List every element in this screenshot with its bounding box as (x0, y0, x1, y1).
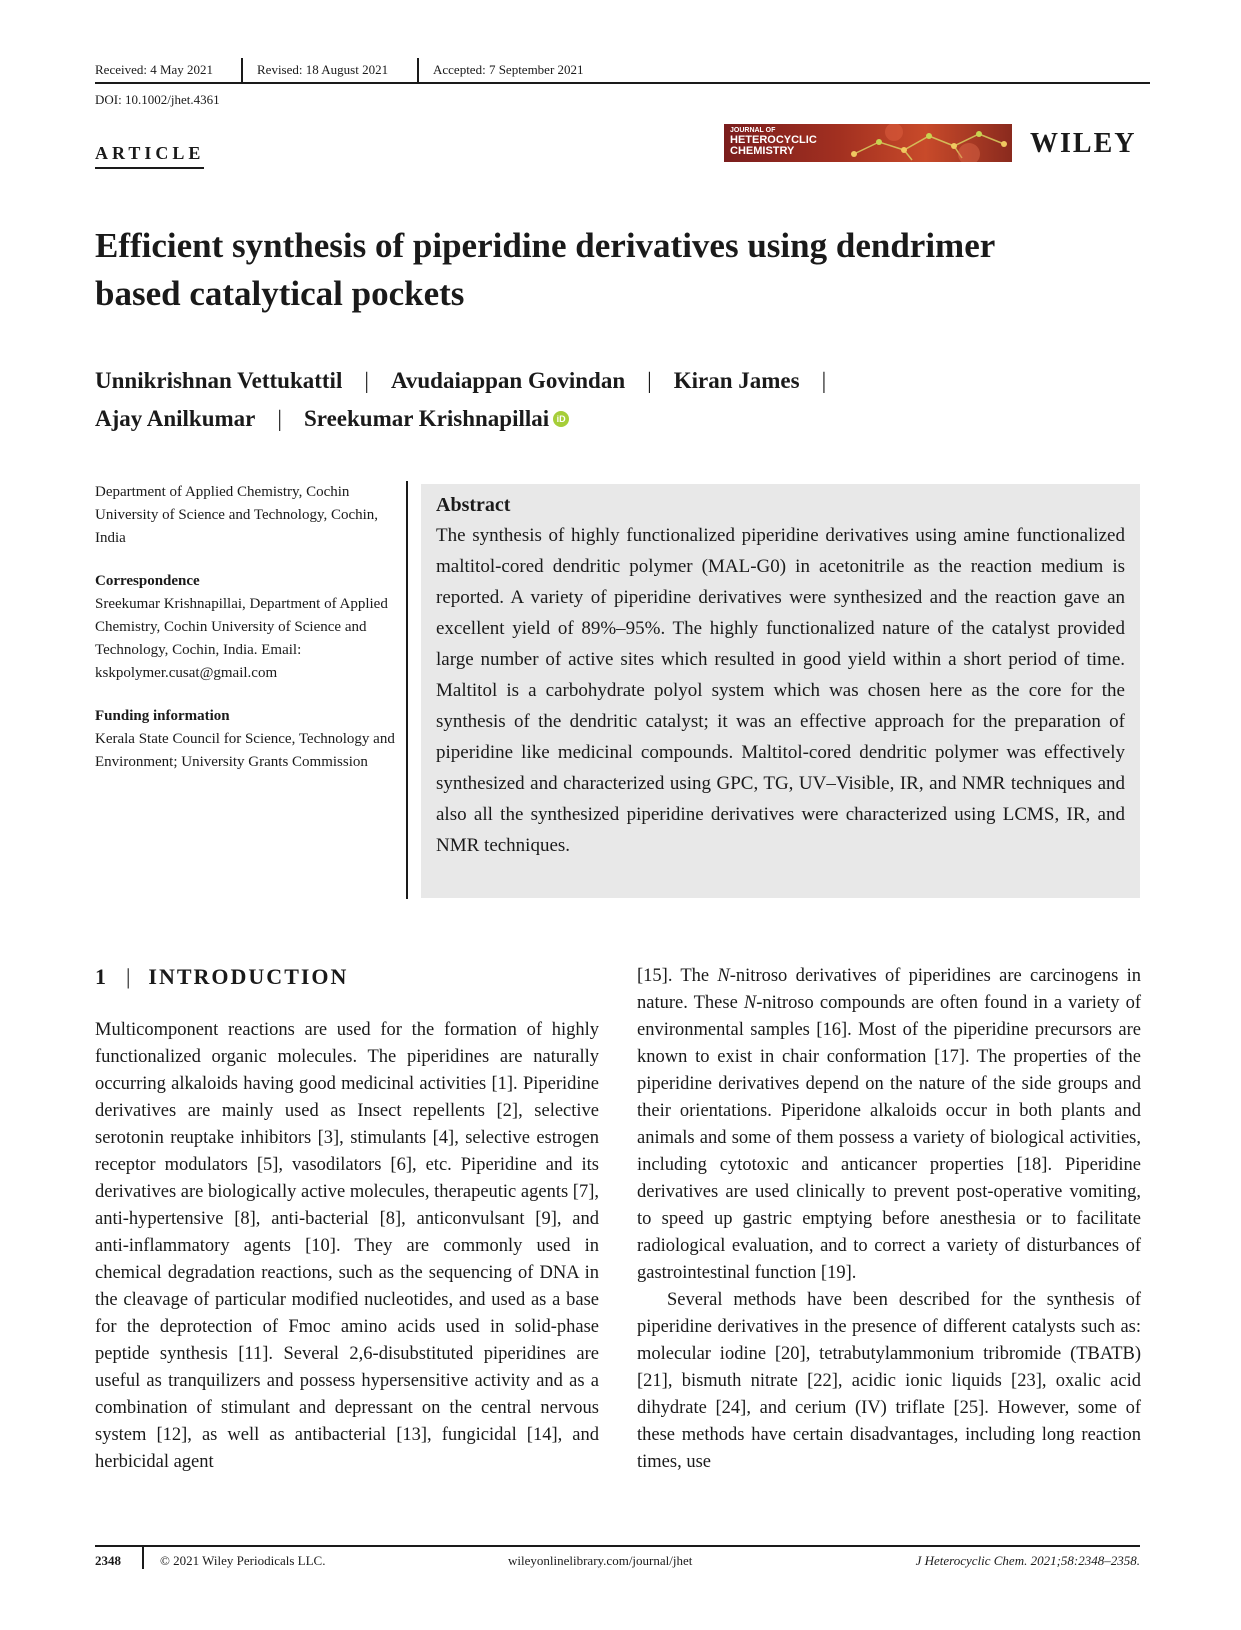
body-paragraph (637, 963, 1141, 1287)
author-separator: | (277, 406, 282, 431)
divider (142, 1547, 144, 1569)
correspondence-block (95, 570, 395, 685)
citation: J Heterocyclic Chem. 2021;58:2348–2358. (915, 1553, 1140, 1568)
article-title: Efficient synthesis of piperidine derivatives using dendrimer based catalytical pockets (95, 226, 995, 313)
journal-logo-line3: CHEMISTRY (730, 145, 795, 157)
author-name[interactable]: Ajay Anilkumar (95, 406, 256, 431)
section-title: INTRODUCTION (148, 964, 349, 989)
article-type-label: ARTICLE (95, 143, 204, 169)
abstract-text: The synthesis of highly functionalized piperidine derivatives using amine functionalized maltitol-cored dendritic polymer (MAL-G0) in acetonitrile as the reaction medium is reported. A variety of piperidine derivatives were synthesized and the reaction gave an excellent yield of 89%–95%. The highly functionalized nature of the catalyst provided large number of active sites which resulted in good yield within a short period of time. Maltitol is a carbohydrate polyol system which was chosen here as the core for the synthesis of the dendritic catalyst; it was an effective approach for the preparation of piperidine like medicinal compounds. Maltitol-cored dendritic polymer was effectively synthesized and characterized using GPC, TG, UV–Visible, IR, and NMR techniques and also all the synthesized piperidine derivatives were characterized using LCMS, IR, and NMR techniques. (436, 525, 1125, 856)
body-column-left (95, 1017, 599, 1476)
doi-link[interactable]: DOI: 10.1002/jhet.4361 (95, 92, 220, 107)
body-column-right (637, 963, 1141, 1476)
received-date: Received: 4 May 2021 (95, 62, 214, 77)
footer-divider (95, 1545, 1140, 1547)
funding-text: Kerala State Council for Science, Technology and Environment; University Grants Commission (95, 731, 395, 770)
revised-date: Revised: 18 August 2021 (257, 62, 389, 77)
abstract-heading: Abstract (436, 494, 511, 516)
italic-text: N (743, 993, 757, 1013)
accepted-date: Accepted: 7 September 2021 (433, 62, 584, 77)
author-separator: | (647, 368, 652, 393)
author-list (95, 362, 1095, 438)
section-heading (95, 964, 348, 990)
orcid-icon[interactable]: iD (553, 411, 569, 427)
author-name[interactable]: Kiran James (673, 368, 800, 393)
italic-text: N (717, 966, 730, 986)
publisher-logo: WILEY (1030, 128, 1137, 159)
text-run: -nitroso compounds are often found in a variety of environmental samples [16]. Most of the piperidine precursors are known to exist in chair conformation [17]. The properties of the piperidine derivatives depend on the nature of the side groups and their orientations. Piperidone alkaloids occur in both plants and animals and some of them possess a variety of biological activities, including cytotoxic and anticancer properties [18]. Piperidine derivatives are used clinically to prevent post-operative vomiting, to speed up gastric emptying before anesthesia or to facilitate radiological evaluation, and to correct a variety of disturbances of gastrointestinal function [19]. (637, 993, 1142, 1283)
author-separator: | (364, 368, 369, 393)
journal-logo-line2: HETEROCYCLIC (730, 134, 817, 146)
journal-url-link[interactable]: wileyonlinelibrary.com/journal/jhet (508, 1553, 693, 1568)
body-paragraph: Several methods have been described for the synthesis of piperidine derivatives in the presence of different catalysts such as: molecular iodine [20], tetrabutylammonium tribromide (TBATB) [21], bismuth nitrate [22], acidic ionic liquids [23], oxalic acid dihydrate [24], and cerium (IV) triflate [25]. However, some of these methods have certain disadvantages, including long reaction times, use (637, 1290, 1141, 1472)
affiliation: Department of Applied Chemistry, Cochin University of Science and Technology, Cochin, India (95, 484, 379, 546)
text-run: -nitroso derivatives of piperidines are carcinogens in nature. These (637, 966, 1141, 1013)
journal-logo (724, 124, 1012, 162)
funding-block (95, 705, 395, 774)
text-run: [15]. The (637, 966, 718, 986)
author-name[interactable]: Sreekumar Krishnapillai (304, 406, 550, 431)
molecule-graphic-icon (834, 124, 1012, 162)
journal-logo-line1: JOURNAL OF (730, 127, 776, 134)
body-paragraph: Multicomponent reactions are used for the formation of highly functionalized organic molecules. The piperidines are naturally occurring alkaloids having good medicinal activities [1]. Piperidine derivatives are mainly used as Insect repellents [2], selective serotonin reuptake inhibitors [3], stimulants [4], selective estrogen receptor modulators [5], vasodilators [6], etc. Piperidine and its derivatives are biologically active molecules, therapeutic agents [7], anti-hypertensive [8], anti-bacterial [8], anticonvulsant [9], and anti-inflammatory agents [10]. They are commonly used in chemical degradation reactions, such as the sequencing of DNA in the cleavage of particular modified nucleotides, and used as a base for the deprotection of Fmoc amino acids used in solid-phase peptide synthesis [11]. Several 2,6-disubstituted piperidines are useful as tranquilizers and possess hypersensitive activity and as a combination of stimulant and depressant on the central nervous system [12], as well as antibacterial [13], fungicidal [14], and herbicidal agent (95, 1020, 599, 1472)
copyright: © 2021 Wiley Periodicals LLC. (160, 1553, 326, 1568)
article-history (95, 58, 1150, 84)
section-number: 1 (95, 964, 108, 989)
abstract-box (421, 484, 1140, 898)
author-name[interactable]: Avudaiappan Govindan (390, 368, 626, 393)
divider (241, 58, 243, 82)
sidebar-divider (406, 481, 408, 899)
article-info-sidebar (95, 481, 395, 794)
page-number: 2348 (95, 1553, 121, 1568)
divider (417, 58, 419, 82)
correspondence-text: Sreekumar Krishnapillai, Department of Applied Chemistry, Cochin University of Science and Technology, Cochin, India. Email: kskpolymer.cusat@gmail.com (95, 596, 388, 681)
author-separator: | (821, 368, 827, 393)
correspondence-heading: Correspondence (95, 573, 200, 589)
section-separator: | (126, 964, 131, 989)
funding-heading: Funding information (95, 708, 230, 724)
author-name[interactable]: Unnikrishnan Vettukattil (95, 368, 343, 393)
